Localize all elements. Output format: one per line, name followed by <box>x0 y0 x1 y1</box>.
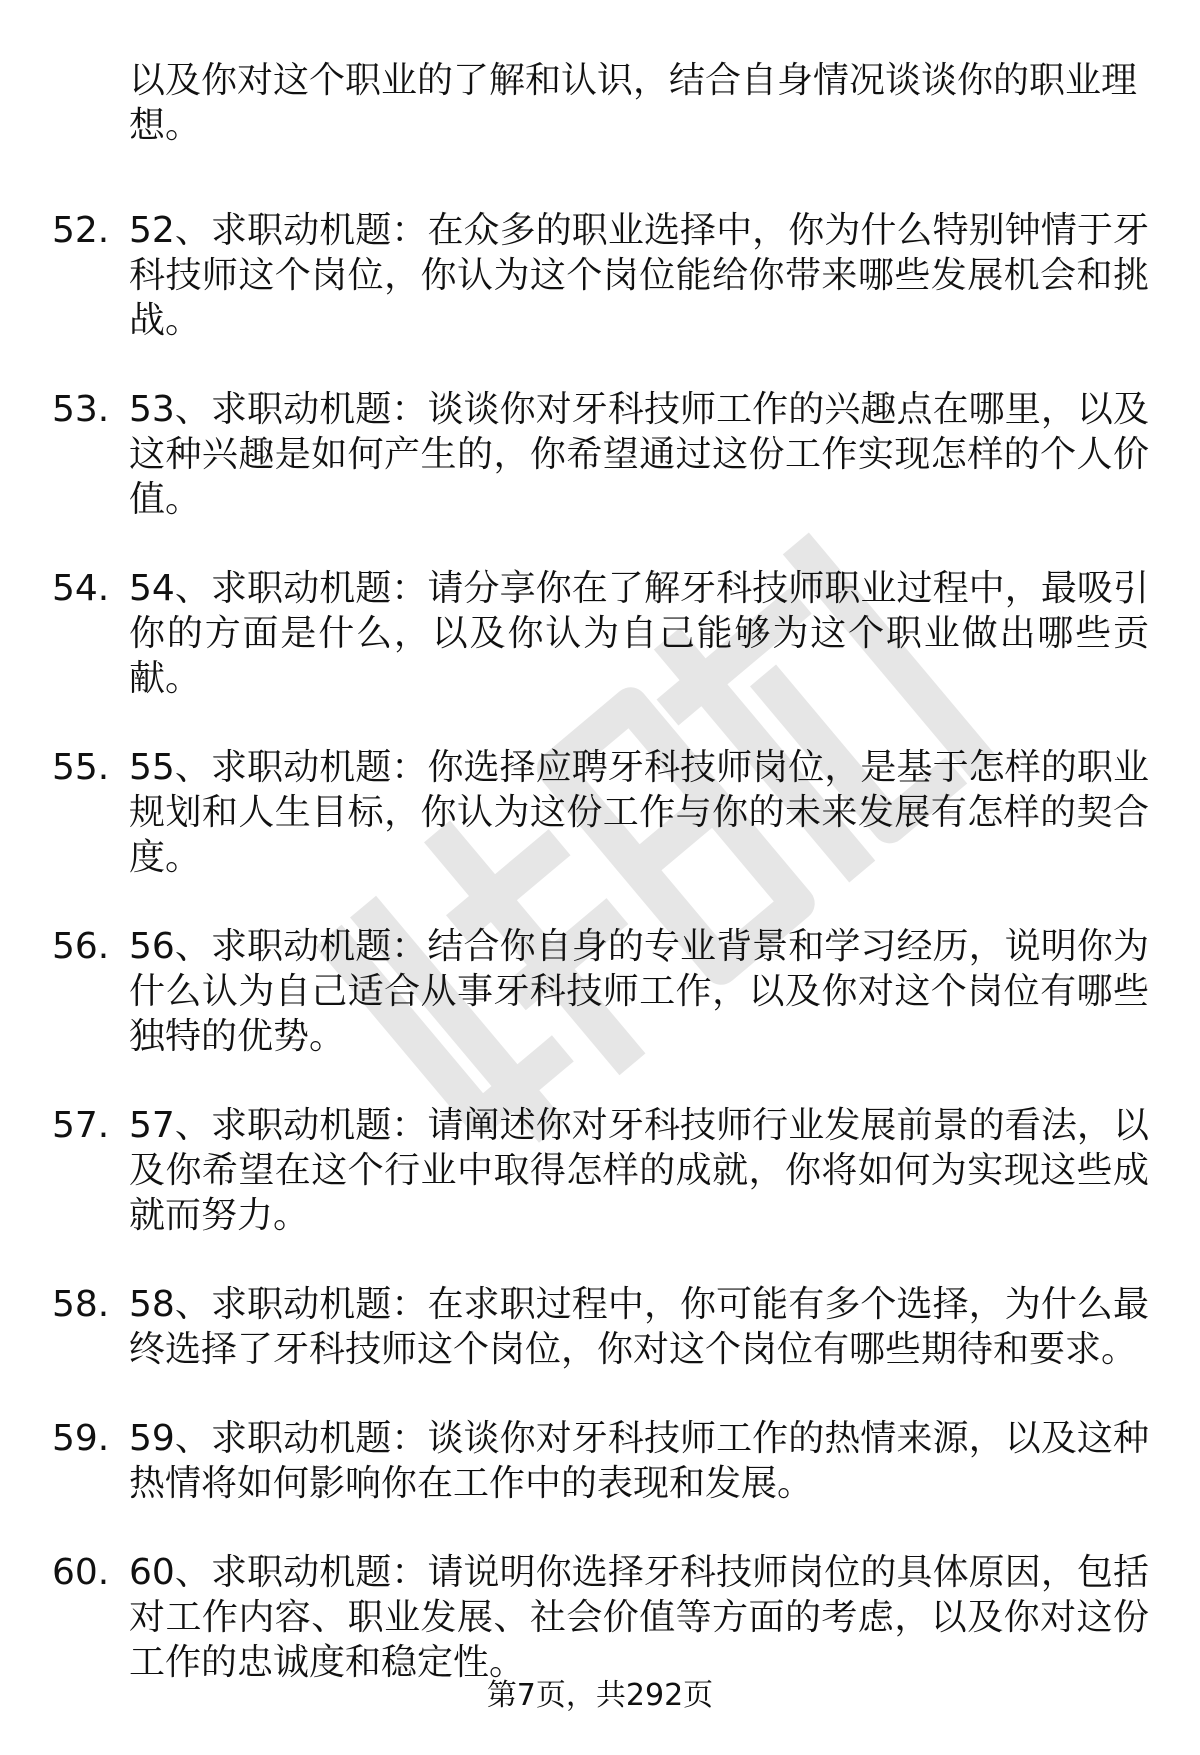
content-area <box>0 58 1200 1729</box>
question-number: 52. <box>52 210 110 251</box>
question-number: 53. <box>52 389 110 430</box>
question-item <box>0 924 1200 1059</box>
question-item <box>0 387 1200 522</box>
question-text: 53、求职动机题：谈谈你对牙科技师工作的兴趣点在哪里，以及这种兴趣是如何产生的，你希望通过这份工作实现怎样的个人价值。 <box>129 389 1149 520</box>
question-number: 56. <box>52 926 110 967</box>
question-number: 54. <box>52 568 110 609</box>
question-number: 60. <box>52 1552 110 1593</box>
question-number: 55. <box>52 747 110 788</box>
question-list <box>0 208 1200 1685</box>
question-number: 57. <box>52 1105 110 1146</box>
question-text: 55、求职动机题：你选择应聘牙科技师岗位，是基于怎样的职业规划和人生目标，你认为这份工作与你的未来发展有怎样的契合度。 <box>129 747 1149 878</box>
continuation-text: 以及你对这个职业的了解和认识，结合自身情况谈谈你的职业理想。 <box>129 60 1138 146</box>
question-text: 60、求职动机题：请说明你选择牙科技师岗位的具体原因，包括对工作内容、职业发展、社会价值等方面的考虑，以及你对这份工作的忠诚度和稳定性。 <box>129 1552 1149 1683</box>
question-item <box>0 1416 1200 1506</box>
question-text: 58、求职动机题：在求职过程中，你可能有多个选择，为什么最终选择了牙科技师这个岗位，你对这个岗位有哪些期待和要求。 <box>129 1284 1149 1370</box>
question-item <box>0 745 1200 880</box>
page-footer: 第7页，共292页 <box>486 1678 714 1713</box>
question-item <box>0 1550 1200 1685</box>
question-number: 58. <box>52 1284 110 1325</box>
question-number: 59. <box>52 1418 110 1459</box>
question-text: 56、求职动机题：结合你自身的专业背景和学习经历，说明你为什么认为自己适合从事牙科技师工作，以及你对这个岗位有哪些独特的优势。 <box>129 926 1149 1057</box>
question-item <box>0 1282 1200 1372</box>
question-item <box>0 566 1200 701</box>
question-text: 52、求职动机题：在众多的职业选择中，你为什么特别钟情于牙科技师这个岗位，你认为这个岗位能给你带来哪些发展机会和挑战。 <box>129 210 1149 341</box>
question-text: 54、求职动机题：请分享你在了解牙科技师职业过程中，最吸引你的方面是什么，以及你认为自己能够为这个职业做出哪些贡献。 <box>129 568 1149 699</box>
question-item <box>0 1103 1200 1238</box>
question-text: 59、求职动机题：谈谈你对牙科技师工作的热情来源，以及这种热情将如何影响你在工作中的表现和发展。 <box>129 1418 1149 1504</box>
question-text: 57、求职动机题：请阐述你对牙科技师行业发展前景的看法，以及你希望在这个行业中取得怎样的成就，你将如何为实现这些成就而努力。 <box>129 1105 1149 1236</box>
question-item <box>0 208 1200 343</box>
